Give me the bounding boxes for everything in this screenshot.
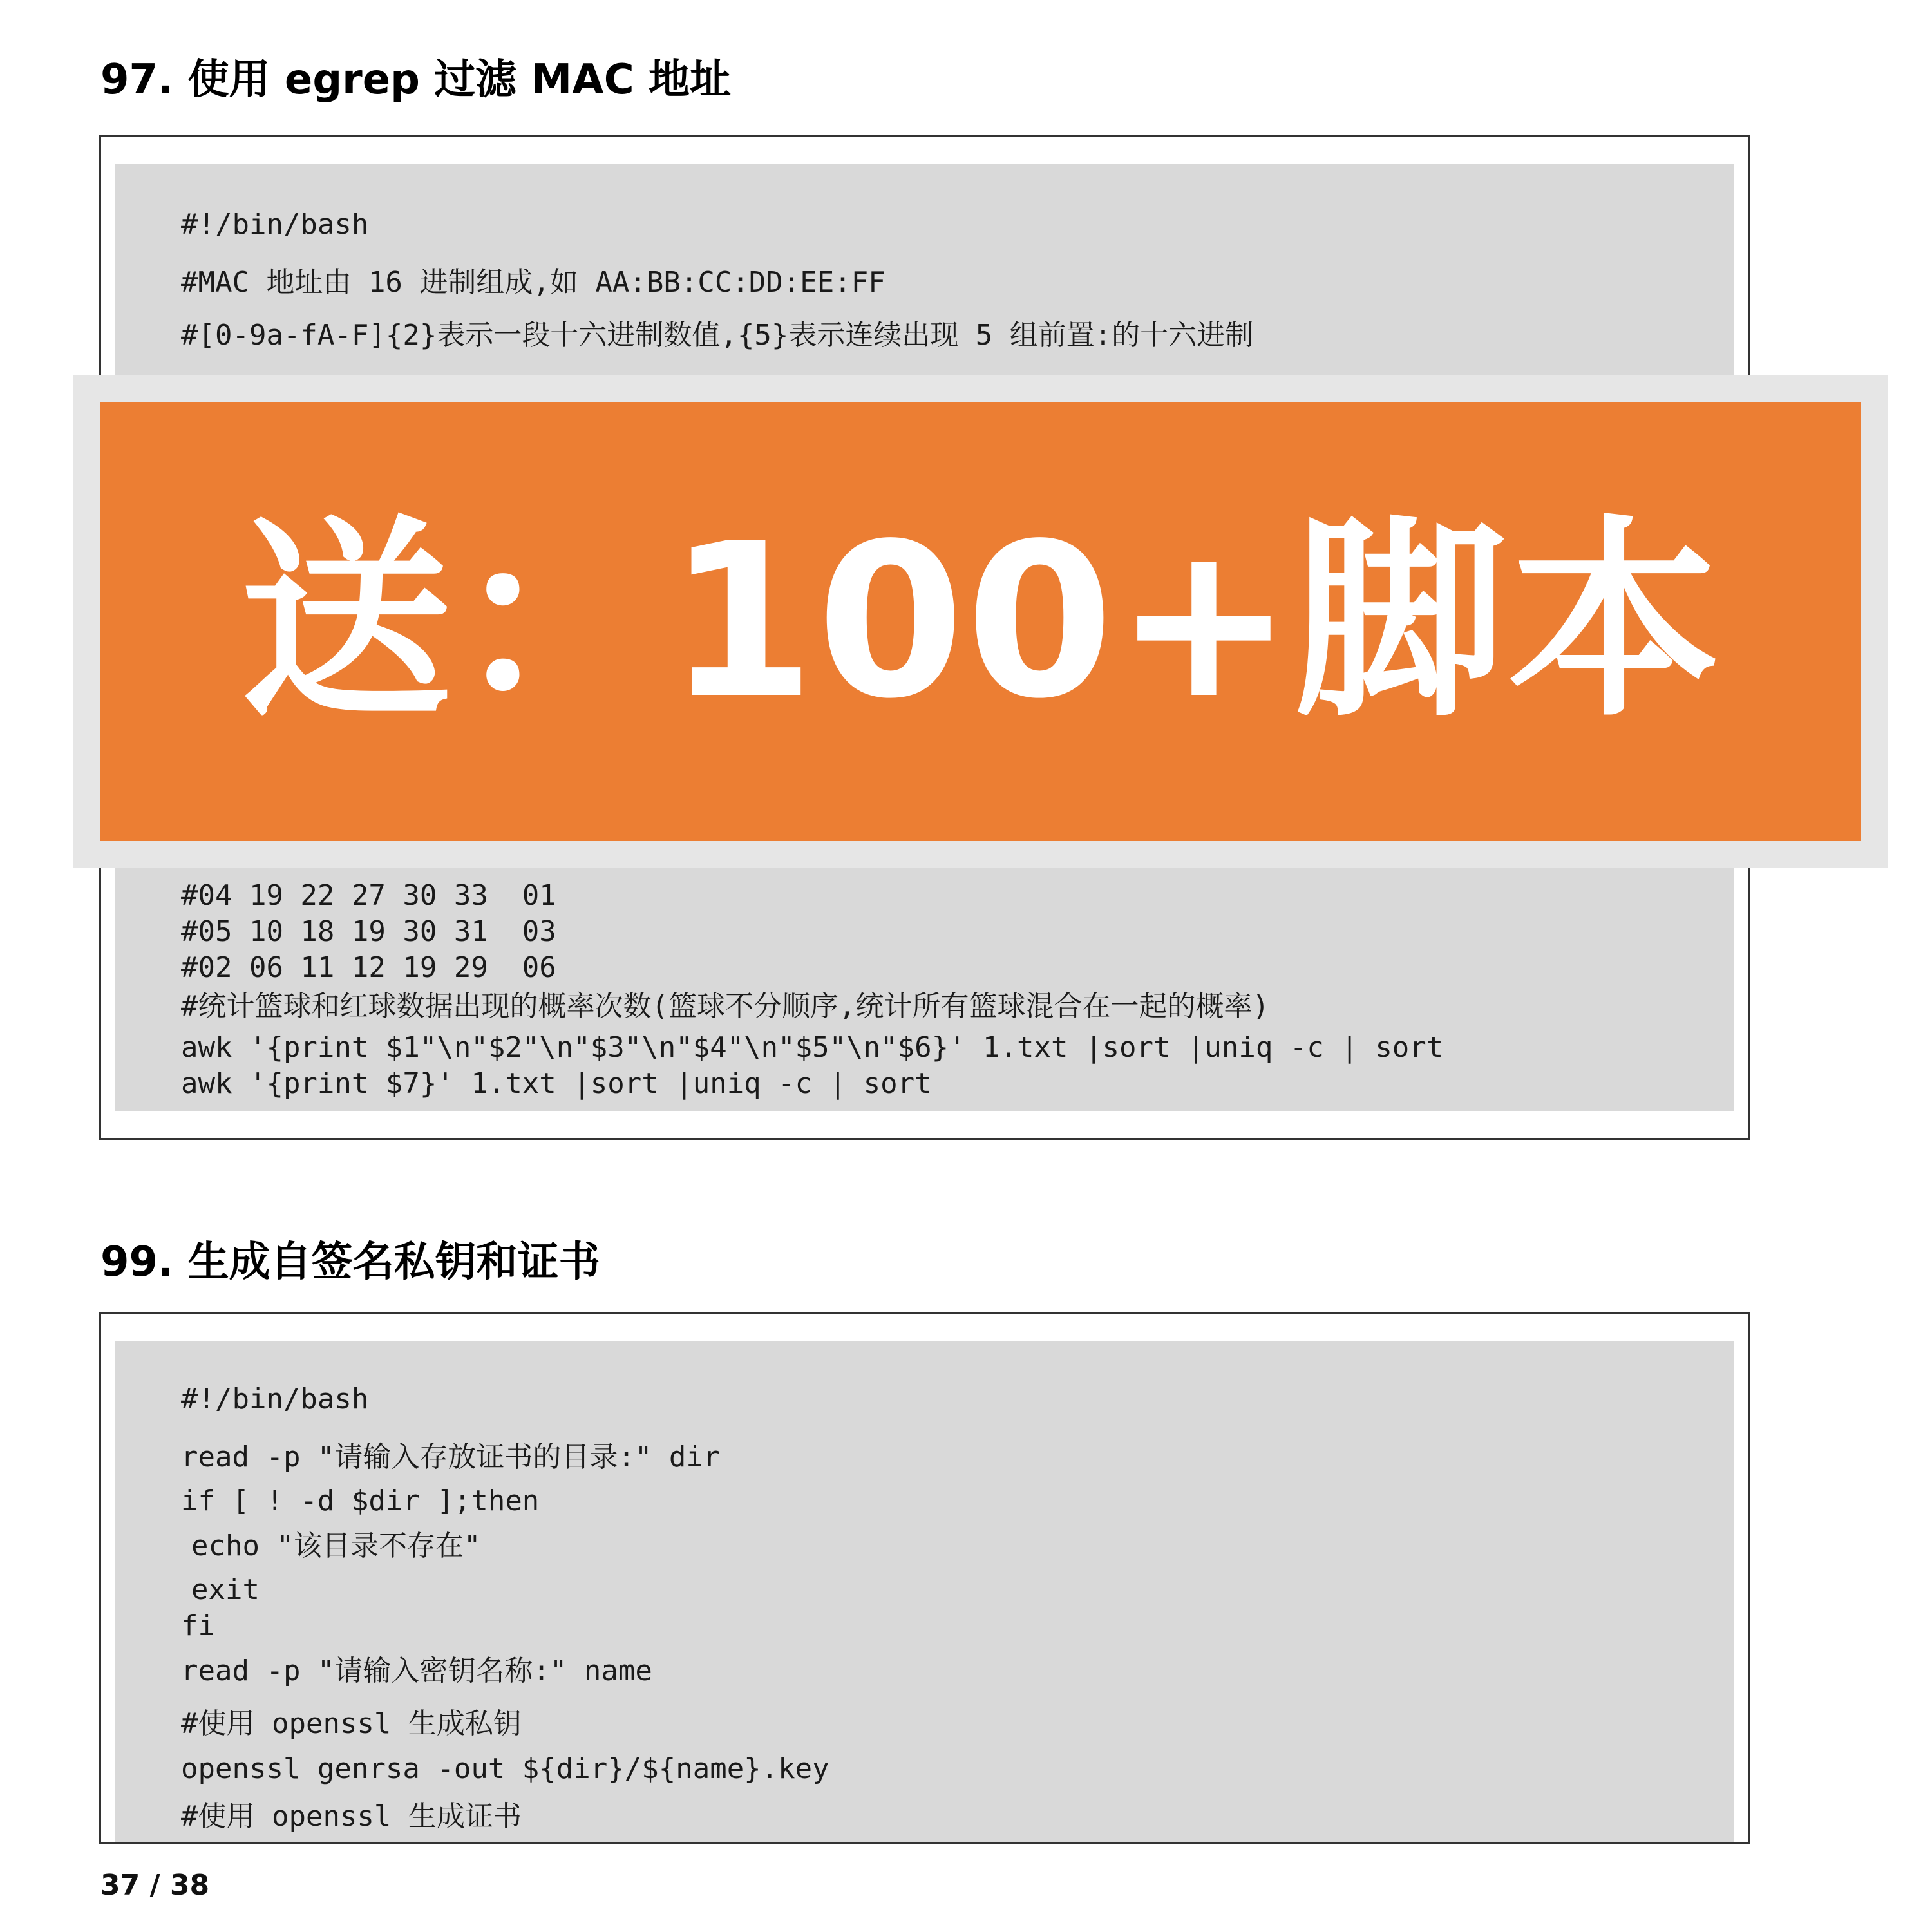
- code-line: #统计篮球和红球数据出现的概率次数(篮球不分顺序,统计所有篮球混合在一起的概率): [181, 990, 1269, 1023]
- code-line: read -p "请输入密钥名称:" name: [181, 1654, 652, 1687]
- code-line: awk '{print $1"\n"$2"\n"$3"\n"$4"\n"$5"\n"$6}' 1.txt |sort |uniq -c | sort: [181, 1031, 1444, 1064]
- code-line: #!/bin/bash: [181, 208, 369, 241]
- code-line: openssl genrsa -out ${dir}/${name}.key: [181, 1752, 829, 1785]
- code-line: #02 06 11 12 19 29 06: [181, 951, 556, 984]
- promo-banner-fill: [100, 402, 1861, 841]
- code-line: exit: [191, 1573, 260, 1606]
- code-line: echo "该目录不存在": [191, 1530, 481, 1562]
- section-99-code-area: [115, 1341, 1734, 1842]
- page-number: 37 / 38: [100, 1869, 210, 1902]
- code-line: #!/bin/bash: [181, 1383, 369, 1416]
- code-line: #[0-9a-fA-F]{2}表示一段十六进制数值,{5}表示连续出现 5 组前置:的十六进制: [181, 319, 1254, 352]
- promo-banner-text: 送：100+脚本: [240, 498, 1722, 745]
- section-97-heading: 97. 使用 egrep 过滤 MAC 地址: [100, 56, 731, 104]
- code-line: #MAC 地址由 16 进制组成,如 AA:BB:CC:DD:EE:FF: [181, 266, 886, 299]
- code-line: #05 10 18 19 30 31 03: [181, 915, 556, 948]
- promo-banner: [73, 375, 1888, 868]
- code-line: if [ ! -d $dir ];then: [181, 1484, 540, 1517]
- code-line: #使用 openssl 生成私钥: [181, 1707, 522, 1740]
- section-99-heading: 99. 生成自签名私钥和证书: [100, 1238, 600, 1286]
- code-line: #使用 openssl 生成证书: [181, 1800, 522, 1833]
- code-line: #04 19 22 27 30 33 01: [181, 879, 556, 912]
- code-line: read -p "请输入存放证书的目录:" dir: [181, 1441, 721, 1473]
- code-line: awk '{print $7}' 1.txt |sort |uniq -c | sort: [181, 1067, 932, 1100]
- section-99-code-block: [99, 1312, 1750, 1844]
- code-line: fi: [181, 1609, 215, 1642]
